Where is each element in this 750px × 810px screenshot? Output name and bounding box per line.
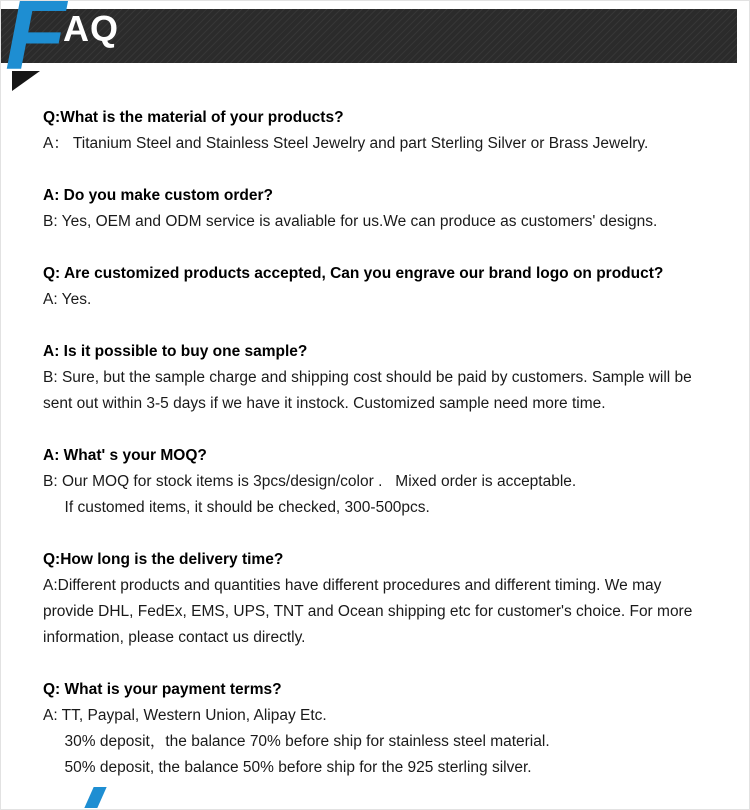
faq-list xyxy=(43,105,711,781)
faq-item xyxy=(43,183,711,235)
faq-answer-line: A:Different products and quantities have different procedures and different timing. We may provide DHL, FedEx, EMS, UPS, TNT and Ocean shipping etc for customer's choice. For more information, please contact us directly. xyxy=(43,577,697,646)
faq-item xyxy=(43,339,711,417)
faq-question: Q: Are customized products accepted, Can you engrave our brand logo on product? xyxy=(43,265,664,282)
faq-answer-line: 50% deposit, the balance 50% before ship for the 925 sterling silver. xyxy=(43,759,532,776)
faq-answer-line: If customed items, it should be checked, 300-500pcs. xyxy=(43,499,430,516)
faq-question: A: Do you make custom order? xyxy=(43,187,273,204)
faq-item xyxy=(43,677,711,781)
faq-question: Q:What is the material of your products? xyxy=(43,109,344,126)
faq-answer-line: A： Titanium Steel and Stainless Steel Jewelry and part Sterling Silver or Brass Jewelry. xyxy=(43,135,649,152)
faq-title: AQ xyxy=(63,8,119,49)
faq-answer-line: A: Yes. xyxy=(43,291,92,308)
faq-item xyxy=(43,105,711,157)
faq-question: A: Is it possible to buy one sample? xyxy=(43,343,308,360)
faq-answer-line: 30% deposit，the balance 70% before ship for stainless steel material. xyxy=(43,733,550,750)
faq-question: A: What' s your MOQ? xyxy=(43,447,207,464)
faq-question: Q: What is your payment terms? xyxy=(43,681,282,698)
faq-item xyxy=(43,547,711,651)
faq-logo-letter: F xyxy=(5,0,67,91)
faq-item xyxy=(43,443,711,521)
faq-answer-line: A: TT, Paypal, Western Union, Alipay Etc. xyxy=(43,707,327,724)
faq-item xyxy=(43,261,711,313)
faq-answer-line: B: Our MOQ for stock items is 3pcs/design/color . Mixed order is acceptable. xyxy=(43,473,577,490)
faq-answer-line: B: Sure, but the sample charge and shipping cost should be paid by customers. Sample will be sent out within 3-5 days if we have it instock. Customized sample need more time. xyxy=(43,369,697,412)
faq-content xyxy=(43,105,711,807)
faq-question: Q:How long is the delivery time? xyxy=(43,551,284,568)
faq-answer-line: B: Yes, OEM and ODM service is avaliable for us.We can produce as customers' designs. xyxy=(43,213,658,230)
